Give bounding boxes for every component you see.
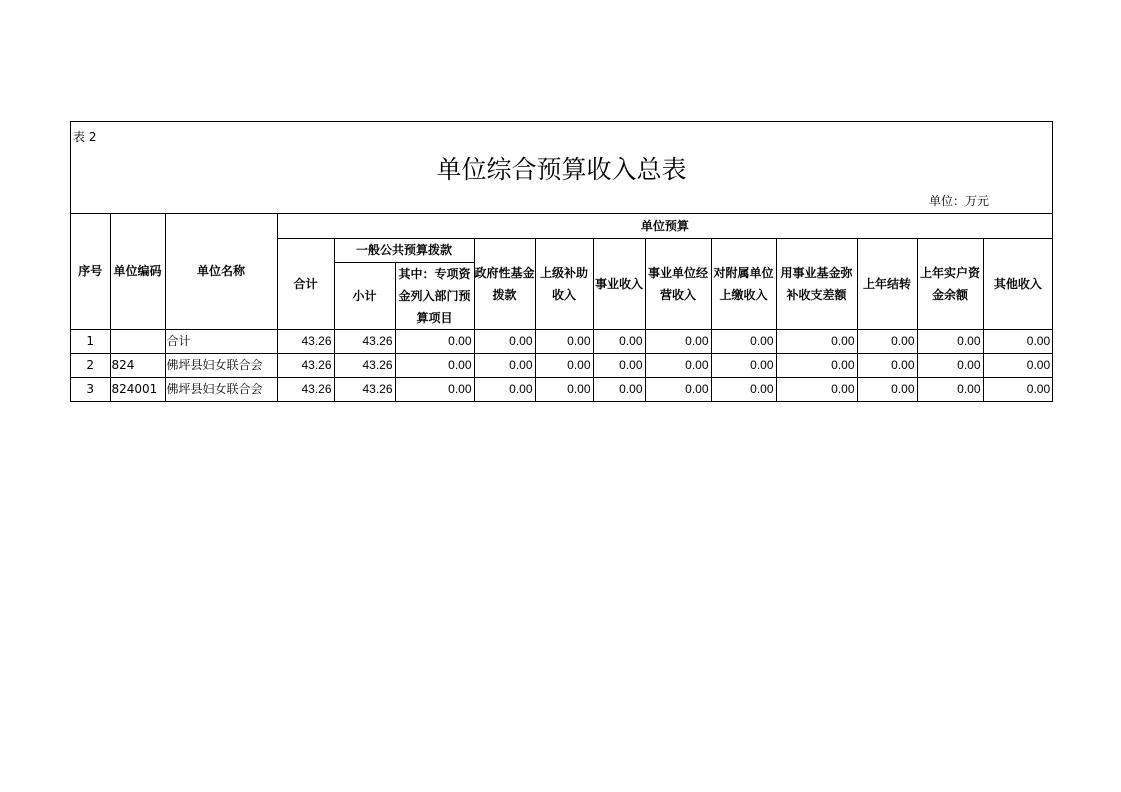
cell-total: 43.26: [277, 329, 334, 353]
cell-total: 43.26: [277, 377, 334, 401]
cell-special-fund: 0.00: [395, 377, 474, 401]
header-total: 合计: [277, 238, 334, 329]
cell-total: 43.26: [277, 353, 334, 377]
cell-subordinate-income: 0.00: [711, 353, 776, 377]
cell-other-income: 0.00: [983, 377, 1052, 401]
header-superior-subsidy: 上级补助收入: [535, 238, 593, 329]
header-other-income: 其他收入: [983, 238, 1052, 329]
cell-operating-income: 0.00: [645, 377, 711, 401]
cell-subordinate-income: 0.00: [711, 329, 776, 353]
cell-code: 824001: [110, 377, 165, 401]
cell-name: 合计: [165, 329, 277, 353]
header-special-fund: 其中：专项资金列入部门预算项目: [395, 262, 474, 329]
cell-name: 佛坪县妇女联合会: [165, 377, 277, 401]
cell-seq: 3: [71, 377, 110, 401]
cell-subordinate-income: 0.00: [711, 377, 776, 401]
header-code: 单位编码: [110, 214, 165, 329]
cell-code: [110, 329, 165, 353]
header-subtotal: 小计: [334, 262, 395, 329]
cell-other-income: 0.00: [983, 329, 1052, 353]
header-prior-balance: 上年实户资金余额: [917, 238, 983, 329]
table-row: [71, 377, 1052, 401]
header-gov-fund: 政府性基金拨款: [474, 238, 535, 329]
cell-gov-fund: 0.00: [474, 329, 535, 353]
cell-superior-subsidy: 0.00: [535, 329, 593, 353]
header-career-fund: 用事业基金弥补收支差额: [776, 238, 857, 329]
budget-table: [71, 214, 1052, 401]
cell-prior-balance: 0.00: [917, 353, 983, 377]
cell-carryover: 0.00: [857, 353, 917, 377]
cell-gov-fund: 0.00: [474, 377, 535, 401]
cell-name: 佛坪县妇女联合会: [165, 353, 277, 377]
cell-subtotal: 43.26: [334, 353, 395, 377]
budget-sheet: [70, 121, 1053, 402]
cell-other-income: 0.00: [983, 353, 1052, 377]
cell-subtotal: 43.26: [334, 377, 395, 401]
cell-prior-balance: 0.00: [917, 377, 983, 401]
page-title: 单位综合预算收入总表: [436, 155, 687, 184]
cell-seq: 1: [71, 329, 110, 353]
cell-superior-subsidy: 0.00: [535, 353, 593, 377]
cell-carryover: 0.00: [857, 329, 917, 353]
header-operating-income: 事业单位经营收入: [645, 238, 711, 329]
table-row: [71, 329, 1052, 353]
unit-label: 单位：万元: [928, 194, 989, 208]
cell-superior-subsidy: 0.00: [535, 377, 593, 401]
header-name: 单位名称: [165, 214, 277, 329]
cell-special-fund: 0.00: [395, 353, 474, 377]
cell-career-income: 0.00: [593, 329, 645, 353]
cell-subtotal: 43.26: [334, 329, 395, 353]
cell-career-fund: 0.00: [776, 353, 857, 377]
cell-career-income: 0.00: [593, 353, 645, 377]
header-seq: 序号: [71, 214, 110, 329]
cell-gov-fund: 0.00: [474, 353, 535, 377]
header-unit-budget: 单位预算: [277, 214, 1052, 238]
title-block: [71, 122, 1052, 214]
cell-carryover: 0.00: [857, 377, 917, 401]
table-number: 表 2: [73, 130, 97, 144]
header-row-1: [71, 214, 1052, 238]
header-carryover: 上年结转: [857, 238, 917, 329]
cell-prior-balance: 0.00: [917, 329, 983, 353]
cell-special-fund: 0.00: [395, 329, 474, 353]
header-career-income: 事业收入: [593, 238, 645, 329]
table-row: [71, 353, 1052, 377]
cell-career-fund: 0.00: [776, 377, 857, 401]
cell-operating-income: 0.00: [645, 329, 711, 353]
cell-career-fund: 0.00: [776, 329, 857, 353]
cell-code: 824: [110, 353, 165, 377]
header-general-public: 一般公共预算拨款: [334, 238, 474, 262]
header-subordinate-income: 对附属单位上缴收入: [711, 238, 776, 329]
cell-career-income: 0.00: [593, 377, 645, 401]
cell-operating-income: 0.00: [645, 353, 711, 377]
cell-seq: 2: [71, 353, 110, 377]
